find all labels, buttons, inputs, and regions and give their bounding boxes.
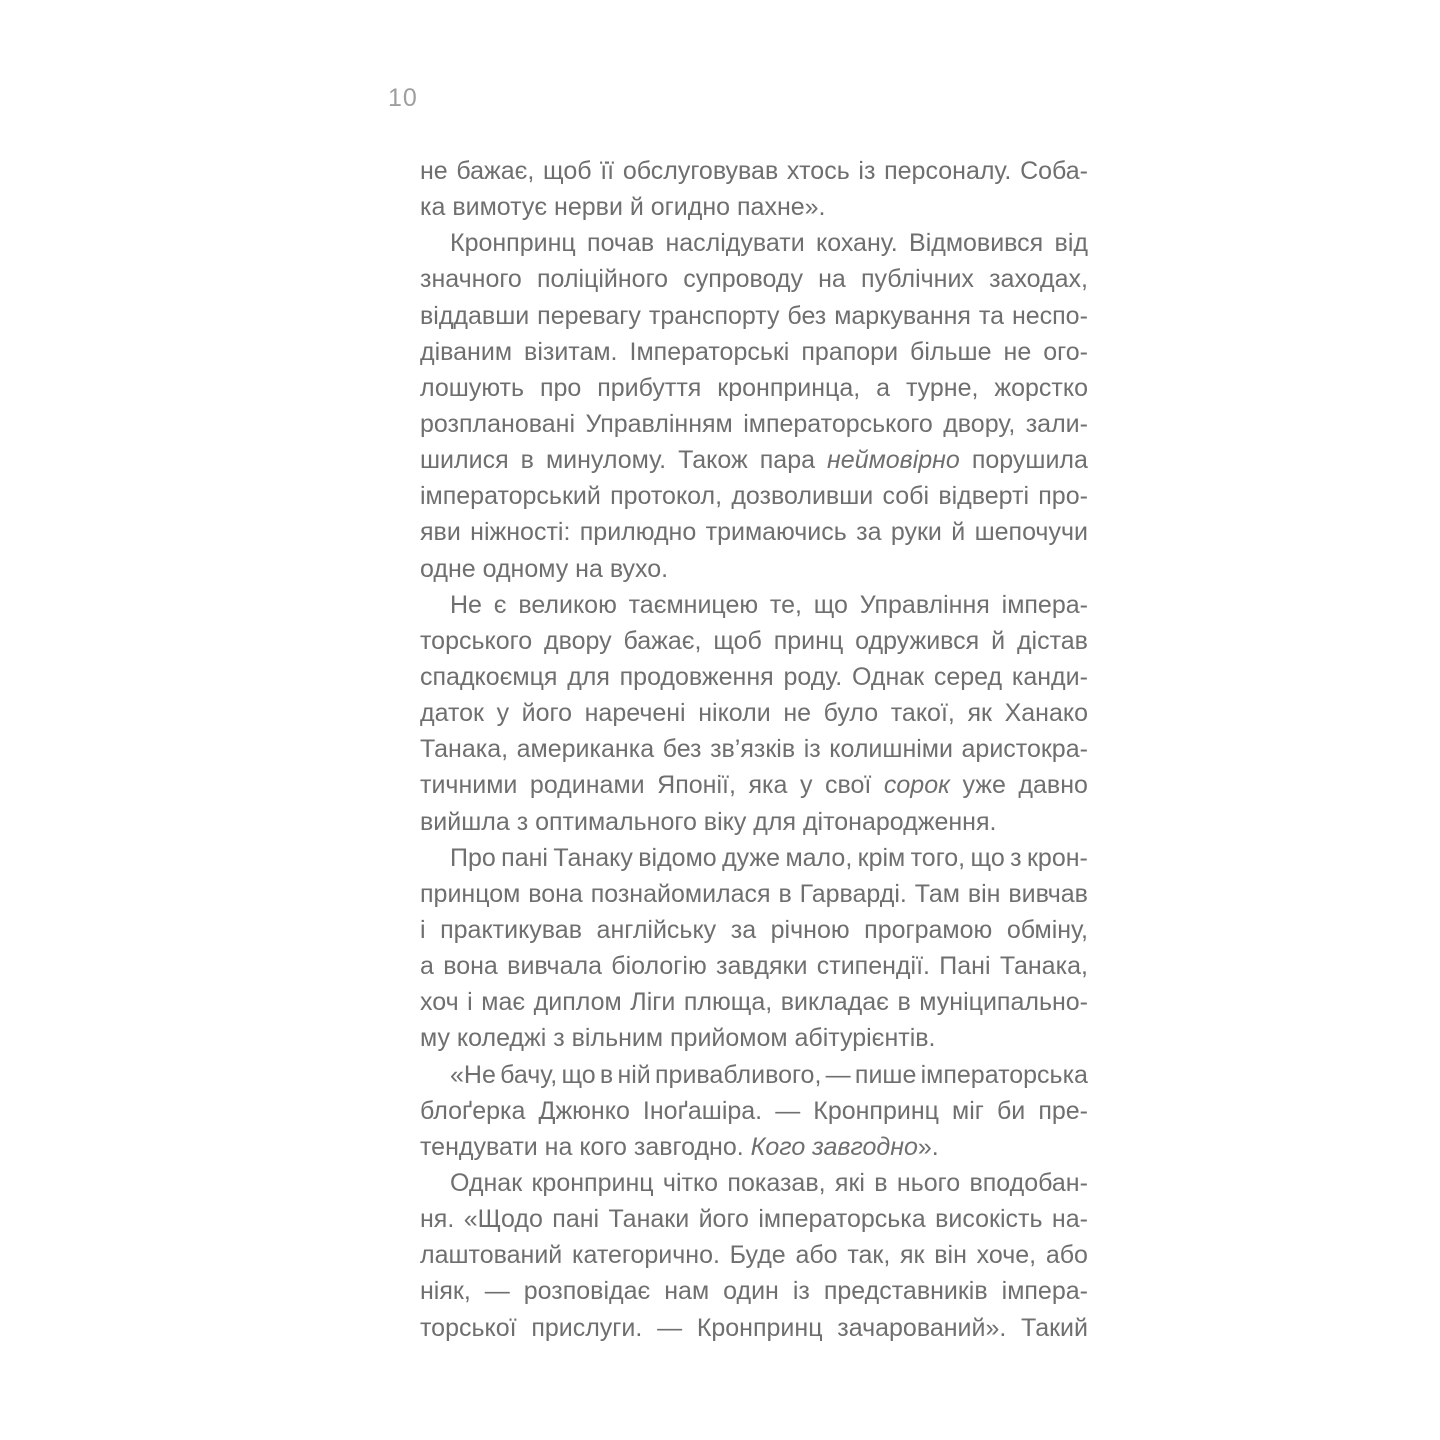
text-line: одне одному на вухо.: [420, 554, 669, 583]
text-line: Про пані Танаку відомо дуже мало, крім того, що з крон-: [450, 843, 1088, 872]
text-line: даток у його наречені ніколи не було такої, як Ханако: [420, 699, 1088, 728]
text-line: Кронпринц почав наслідувати кохану. Відмовився від: [450, 229, 1088, 258]
text-line: Танака, американка без зв’язків із колишніми аристокра-: [420, 735, 1088, 764]
text-line: ніяк, — розповідає нам один із представників імпера-: [420, 1277, 1088, 1306]
text-line: му коледжі з вільним прийомом абітурієнтів.: [420, 1024, 936, 1053]
text-line: тичними родинами Японії, яка у свої сорок уже давно: [420, 771, 1088, 800]
text-line: лаштований категорично. Буде або так, як він хоче, або: [420, 1241, 1088, 1270]
text-line: яви ніжності: прилюдно тримаючись за руки й шепочучи: [420, 518, 1088, 547]
text-line: блоґерка Джюнко Іноґашіра. — Кронпринц міг би пре-: [420, 1096, 1088, 1125]
text-line: Однак кронпринц чітко показав, які в нього вподобан-: [450, 1168, 1088, 1197]
page-number: 10: [388, 84, 418, 112]
text-line: торської прислуги. — Кронпринц зачарований». Такий: [420, 1313, 1088, 1342]
text-line: принцом вона познайомилася в Гарварді. Там він вивчав: [420, 879, 1088, 908]
text-block: [420, 153, 1088, 1346]
text-line: «Не бачу, що в ній привабливого, — пише імператорська: [450, 1060, 1088, 1089]
text-line: хоч і має диплом Ліги плюща, викладає в муніципально-: [420, 988, 1088, 1017]
text-line: торського двору бажає, щоб принц одружився й дістав: [420, 626, 1088, 655]
text-line: ка вимотує нерви й огидно пахне».: [420, 193, 826, 222]
text-line: віддавши перевагу транспорту без маркування та неспо-: [420, 301, 1088, 330]
text-line: і практикував англійську за річною програмою обміну,: [420, 915, 1088, 944]
text-line: не бажає, щоб її обслуговував хтось із персоналу. Соба-: [420, 157, 1088, 185]
text-line: діваним візитам. Імператорські прапори більше не ого-: [420, 337, 1088, 366]
text-line: імператорський протокол, дозволивши собі відверті про-: [420, 482, 1088, 511]
text-line: Не є великою таємницею те, що Управління імпера-: [450, 590, 1088, 619]
text-line: розплановані Управлінням імператорського двору, зали-: [420, 409, 1088, 438]
text-line: значного поліційного супроводу на публічних заходах,: [420, 265, 1088, 294]
text-line: ня. «Щодо пані Танаки його імператорська високість на-: [420, 1205, 1088, 1234]
text-line: вийшла з оптимального віку для дітонародження.: [420, 807, 997, 836]
text-line: лошують про прибуття кронпринца, а турне, жорстко: [420, 373, 1088, 402]
text-line: а вона вивчала біологію завдяки стипендії. Пані Танака,: [420, 952, 1088, 981]
text-line: спадкоємця для продовження роду. Однак серед канди-: [420, 662, 1088, 691]
text-line: шилися в минулому. Також пара неймовірно порушила: [420, 446, 1088, 475]
text-line: тендувати на кого завгодно. Кого завгодно».: [420, 1132, 939, 1161]
